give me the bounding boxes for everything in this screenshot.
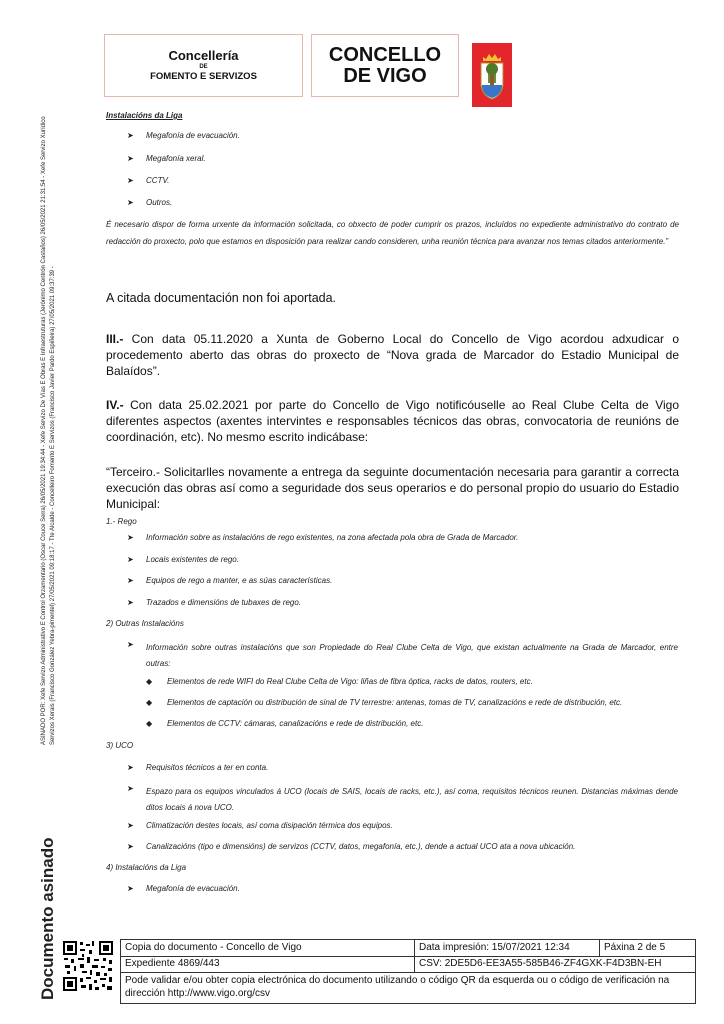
sub-list-item: Elementos de captación ou distribución de sinal de TV terrestre: antenas, tomas de TV, canalizacións e rede de distribución, etc.: [167, 698, 623, 707]
diamond-bullet-icon: ◆: [146, 698, 153, 707]
section-iii-paragraph: [106, 331, 679, 379]
terceiro-paragraph: “Terceiro.- Solicitarlles novamente a entrega da seguinte documentación necesaria para garantir a correcta execución das obras así como a seguridade dos seus operarios e do personal propio do usuario do Estadio Municipal:: [106, 465, 679, 511]
section-number: IV.-: [106, 398, 124, 412]
arrow-bullet-icon: ➤: [127, 598, 134, 607]
arrow-bullet-icon: ➤: [127, 640, 134, 649]
list-item: CCTV.: [146, 176, 170, 185]
city-crest-logo: [472, 43, 512, 107]
page-number: Páxina 2 de 5: [604, 942, 666, 953]
arrow-bullet-icon: ➤: [127, 131, 134, 140]
list-item: Equipos de rego a manter, e as súas características.: [146, 576, 333, 585]
not-provided-statement: A citada documentación non foi aportada.: [106, 291, 337, 305]
list-item: Megafonía de evacuación.: [146, 884, 240, 893]
department-header: [104, 34, 303, 97]
arrow-bullet-icon: ➤: [127, 784, 134, 793]
section-text: Con data 05.11.2020 a Xunta de Goberno Local do Concello de Vigo acordou adxudicar o procedemento aberto das obras do proxecto de “Nova grada de Marcador do Estadio Municipal de Balaídos”.: [106, 332, 679, 378]
arrow-bullet-icon: ➤: [127, 198, 134, 207]
qr-code-icon: [62, 940, 114, 992]
verification-footer: [120, 939, 696, 1004]
list-item: Canalizacións (tipo e dimensións) de servizos (CCTV, datos, megafonía, etc.), dende a actual UCO ata a nova ubicación.: [146, 842, 576, 851]
arrow-bullet-icon: ➤: [127, 821, 134, 830]
department-area: FOMENTO E SERVIZOS: [150, 70, 257, 82]
csv-code: CSV: 2DE5D6-EE3A55-585B46-ZF4GXK-F4D3BN-EH: [419, 958, 662, 969]
arrow-bullet-icon: ➤: [127, 176, 134, 185]
diamond-bullet-icon: ◆: [146, 677, 153, 686]
arrow-bullet-icon: ➤: [127, 154, 134, 163]
section-text: Con data 25.02.2021 por parte do Concello de Vigo notificóuselle ao Real Clube Celta de Vigo diferentes aspectos (axentes intervintes e responsables técnicos das obras, convocatoria de reunións de coordinación, etc). No mesmo escrito indicábase:: [106, 398, 679, 444]
signature-line: Servizos Xerais (Francisco González Yebra-pimentel) 27/05/2021 09:18:17 - Tte Alcalde - Concelleiro Fomento E Servizos (Francisco Javier Pardo Espiñeira) 27/05/2021 09:37:39 -: [49, 266, 56, 745]
arrow-bullet-icon: ➤: [127, 533, 134, 542]
signature-line: ASINADO POR: Xefe Servizo Administrativo E Control Orzamentario (Oscar Couce Serra) 26/05/2021 19:34:44 - Xefe Servizo De Vías E Obras E Infraestruturas (Jerónimo Centrón Castaños) 26/05/2021 21:31:54 - Xefe Servizo Xurídico: [41, 116, 47, 745]
expediente-number: Expediente 4869/443: [125, 958, 220, 969]
list-item: Megafonía xeral.: [146, 154, 206, 163]
verification-qr-code[interactable]: [62, 940, 114, 992]
urgent-paragraph: É necesario dispor de forma urxente da información solicitada, co obxecto de poder cumprir os prazos, incluídos no expediente administrativo do contrato de redacción do proxecto, polo que estamos en disposición para realizar cando consideren, unha reunión técnica para avanzar nos temas citados anteriormente.”: [106, 220, 679, 246]
list-item: Outros.: [146, 198, 173, 207]
validation-note: Pode validar e/ou obter copia electrónica do documento utilizando o código QR da esquerda ou o código de verificación na dirección http://www.vigo.org/csv: [125, 975, 670, 999]
department-preposition: DE: [199, 63, 208, 70]
copy-label: Copia do documento - Concello de Vigo: [125, 942, 302, 953]
list-item: Locais existentes de rego.: [146, 555, 239, 564]
arrow-bullet-icon: ➤: [127, 884, 134, 893]
city-title-line1: CONCELLO: [328, 43, 442, 66]
sub-list-item: Elementos de rede WIFI do Real Clube Celta de Vigo: liñas de fibra óptica, racks de datos, routers, etc.: [167, 677, 533, 686]
arrow-bullet-icon: ➤: [127, 555, 134, 564]
list-item: Requisitos técnicos a ter en conta.: [146, 763, 269, 772]
section-number: III.-: [106, 332, 124, 346]
print-date: Data impresión: 15/07/2021 12:34: [419, 942, 570, 953]
arrow-bullet-icon: ➤: [127, 842, 134, 851]
list-item: Trazados e dimensións de tubaxes de rego.: [146, 598, 302, 607]
list-item: Espazo para os equipos vinculados á UCO (locais de SAIS, locais de racks, etc.), así coma, requisitos técnicos reunen. Distancias máximas dende ditos locais á nova UCO.: [146, 787, 678, 812]
signed-document-stamp: Documento asinado: [38, 837, 57, 1000]
diamond-bullet-icon: ◆: [146, 719, 153, 728]
city-title-line2: DE VIGO: [343, 64, 427, 87]
subsection-heading: 3) UCO: [106, 741, 134, 750]
section-heading: Instalacións da Liga: [106, 111, 183, 120]
crest-icon: [472, 43, 512, 107]
list-item: Información sobre outras instalacións que son Propiedade do Real Clube Celta de Vigo, que existan actualmente na Grada de Marcador, entre outras:: [146, 643, 678, 668]
subsection-heading: 2) Outras Instalacións: [106, 619, 184, 628]
sub-list-item: Elementos de CCTV: cámaras, canalizacións e rede de distribución, etc.: [167, 719, 424, 728]
city-header: [311, 34, 459, 97]
subsection-heading: 1.- Rego: [106, 517, 137, 526]
arrow-bullet-icon: ➤: [127, 763, 134, 772]
arrow-bullet-icon: ➤: [127, 576, 134, 585]
digital-signature-text: [40, 116, 57, 745]
list-item: Megafonía de evacuación.: [146, 131, 240, 140]
list-item: Información sobre as instalacións de rego existentes, na zona afectada pola obra de Grada de Marcador.: [146, 533, 519, 542]
list-item: Climatización destes locais, así coma disipación térmica dos equipos.: [146, 821, 393, 830]
department-name: Concellería: [168, 47, 239, 63]
subsection-heading: 4) Instalacións da Liga: [106, 863, 187, 872]
section-iv-paragraph: [106, 397, 679, 445]
